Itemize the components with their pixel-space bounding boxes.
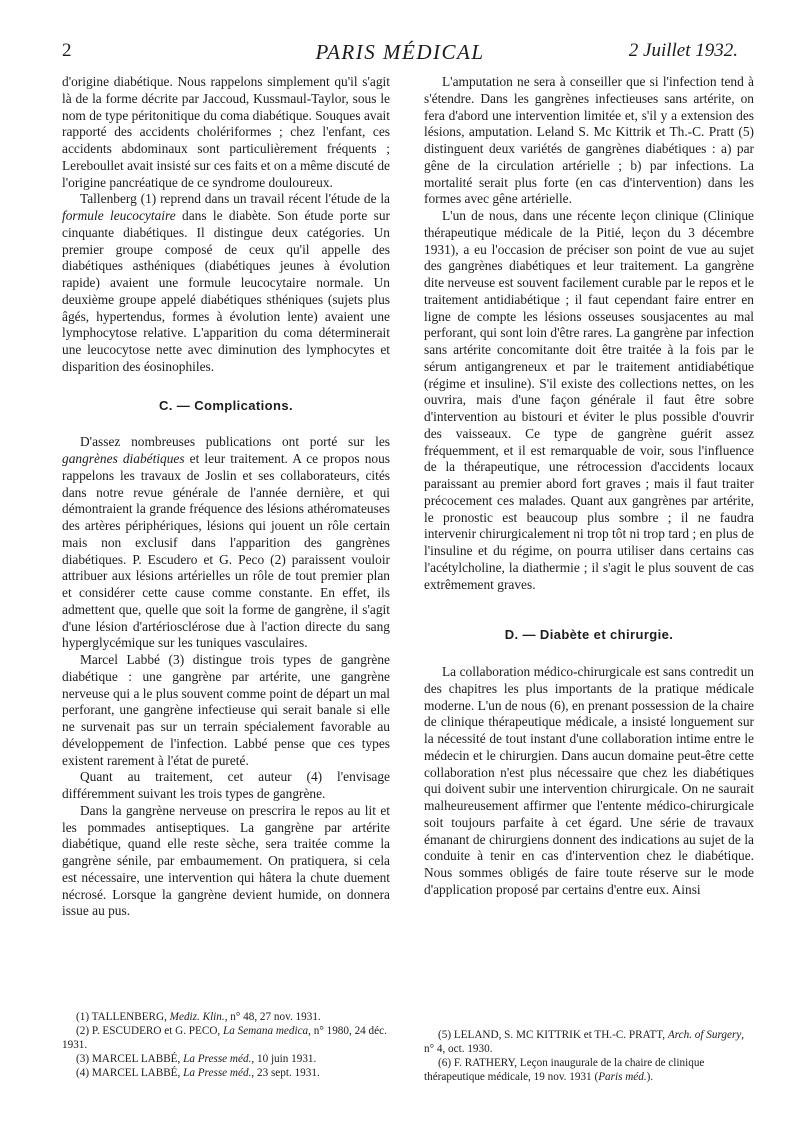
paragraph: Quant au traitement, cet auteur (4) l'envisage différemment suivant les trois types de gangrène. <box>62 769 390 801</box>
footnote-2: (2) P. ESCUDERO et G. PECO, La Semana medica, n° 1980, 24 déc. 1931. <box>62 1025 387 1051</box>
footnotes-left <box>62 1010 392 1080</box>
paragraph: Tallenberg (1) reprend dans un travail récent l'étude de la formule leucocytaire dans le diabète. Son étude porte sur cinquante diabétiques. Il distingue deux catégories. Un premier groupe composé de ceux qu'il appelle des diabétiques asthéniques (diabétiques jeunes à évolution rapide) avaient une formule leucocytaire normale. Un deuxième groupe appelé diabétiques sthéniques (sujets plus âgés, hypertendus, formes à évolution lente) avaient une lymphocytose relative. L'apparition du coma déterminerait une leucocytose nette avec diminution des lymphocytes et disparition des éosinophiles. <box>62 191 390 374</box>
footnote-3: (3) MARCEL LABBÉ, La Presse méd., 10 juin 1931. <box>76 1053 317 1065</box>
issue-date: 2 Juillet 1932. <box>628 40 738 61</box>
footnote-4: (4) MARCEL LABBÉ, La Presse méd., 23 sept. 1931. <box>76 1067 320 1079</box>
footnote-5: (5) LELAND, S. MC KITTRIK et TH.-C. PRATT, Arch. of Surgery, n° 4, oct. 1930. <box>424 1029 745 1055</box>
left-column <box>62 74 390 920</box>
section-heading-diabete-chirurgie: D. — Diabète et chirurgie. <box>504 627 674 643</box>
footnote-1: (1) TALLENBERG, Mediz. Klin., n° 48, 27 nov. 1931. <box>76 1011 321 1023</box>
right-column <box>424 74 754 899</box>
paragraph: D'assez nombreuses publications ont porté sur les gangrènes diabétiques et leur traitement. A ce propos nous rappelons les travaux de Joslin et ses collaborateurs, cités dans notre revue générale de l'année dernière, et qui démontraient la grande fréquence des lésions athéromateuses des artères périphériques, lésions qui jouent un rôle certain mais non exclusif dans l'apparition des gangrènes diabétiques. P. Escudero et G. Peco (2) paraissent vouloir attribuer aux lésions artérielles un rôle de tout premier plan et considérer cette cause comme constante. En effet, ils admettent que, quelle que soit la forme de gangrène, il s'agit d'une lésion d'artériosclérose due à l'action directe du sang hyperglycémique sur les tuniques vasculaires. <box>62 434 390 651</box>
footnotes-right <box>424 1028 754 1084</box>
paragraph: Dans la gangrène nerveuse on prescrira le repos au lit et les pommades antiseptiques. La gangrène par artérite diabétique, quand elle reste sèche, sera traitée comme la gangrène sénile, par embaumement. On pratiquera, si cela est nécessaire, une intervention qui hâtera la chute duement nécrosé. Lorsque la gangrène devient humide, on donnera issue au pus. <box>62 802 390 919</box>
running-title: PARIS MÉDICAL <box>315 40 485 64</box>
page-header <box>62 40 738 70</box>
section-heading-complications: C. — Complications. <box>158 397 293 413</box>
paragraph: Marcel Labbé (3) distingue trois types de gangrène diabétique : une gangrène par artérite, une gangrène nerveuse qui a le plus souvent comme point de départ un mal perforant, une gangrène infectieuse qui serait banale si elle ne survenait pas sur un terrain spécialement favorable au développement de l'infection. Labbé pense que ces types existent rarement à l'état de pureté. <box>62 652 390 768</box>
paragraph: L'amputation ne sera à conseiller que si l'infection tend à s'étendre. Dans les gangrènes infectieuses sans artérite, on fera d'abord une intervention limitée et, s'il y a extension des lésions, amputation. Leland S. Mc Kittrik et Th.-C. Pratt (5) distinguent deux variétés de gangrènes diabétiques : a) par gêne de la circulation artérielle ; b) par infections. La mortalité serait plus forte (en cas d'intervention) dans les formes avec gêne artérielle. <box>424 74 754 207</box>
page-number: 2 <box>62 40 72 61</box>
paragraph: d'origine diabétique. Nous rappelons simplement qu'il s'agit là de la forme décrite par Jaccoud, Kussmaul-Taylor, sous le nom de type péritonitique du coma diabétique. Souques avait rapporté des accidents cholériformes ; chez l'enfant, ces accidents abdominaux sont particulièrement fréquents ; Lereboullet avait insisté sur ces faits et on a même discuté de l'origine pancréatique de ce syndrome douloureux. <box>62 74 390 190</box>
footnote-6: (6) F. RATHERY, Leçon inaugurale de la chaire de clinique thérapeutique médicale, 19 nov. 1931 (Paris méd.). <box>424 1057 705 1083</box>
paragraph: L'un de nous, dans une récente leçon clinique (Clinique thérapeutique médicale de la Pitié, leçon du 3 décembre 1931), a eu l'occasion de préciser son point de vue au sujet des gangrènes diabétiques et leur traitement. La gangrène dite nerveuse est souvent facilement curable par le repos et le traitement antidiabétique ; il faut cependant faire entrer en ligne de compte les lésions osseuses sousjacentes au mal perforant, qui sont loin d'être rares. La gangrène par infection sans artérite concomitante doit être traitée à la fois par le sérum antigangreneux et par le traitement antidiabétique (régime et insuline). S'il existe des collections nettes, on les ouvrira, mais d'une façon générale il faut être sobre d'intervention au bistouri et éviter le plus possible d'ouvrir des vaisseaux. Ce type de gangrène guérit assez fréquemment, et il est remarquable de voir, sous l'influence de la thérapeutique, une rétrocession d'accidents locaux paraissant au premier abord fort graves ; mais il faut traiter précocement ces malades. Quant aux gangrènes par artérite, le pronostic est beaucoup plus sombre ; il ne faudra intervenir chirurgicalement ni trop tôt ni trop tard ; en plus de l'insuline et du régime, on pourra utiliser dans certains cas l'acétylcholine, la diathermie ; il s'agit le plus souvent de cas extrêmement graves. <box>424 208 754 592</box>
paragraph: La collaboration médico-chirurgicale est sans contredit un des chapitres les plus importants de la pratique médicale moderne. L'un de nous (6), en prenant possession de la chaire de clinique thérapeutique médicale, a insisté longuement sur la nécessité de tout instant d'une collaboration intime entre le médecin et le chirurgien. Dans aucun domaine peut-être cette collaboration n'est plus nécessaire que chez les diabétiques qui doivent subir une intervention chirurgicale. On ne saurait malheureusement affirmer que l'entente médico-chirurgicale soit toujours parfaite à cet égard. Une série de travaux émanant de chirurgiens donnent des indications au sujet de la conduite à tenir en cas d'intervention chez le diabétique. Nous sommes obligés de faire toute réserve sur le mode d'application proposé par certains d'entre eux. Ainsi <box>424 664 754 897</box>
